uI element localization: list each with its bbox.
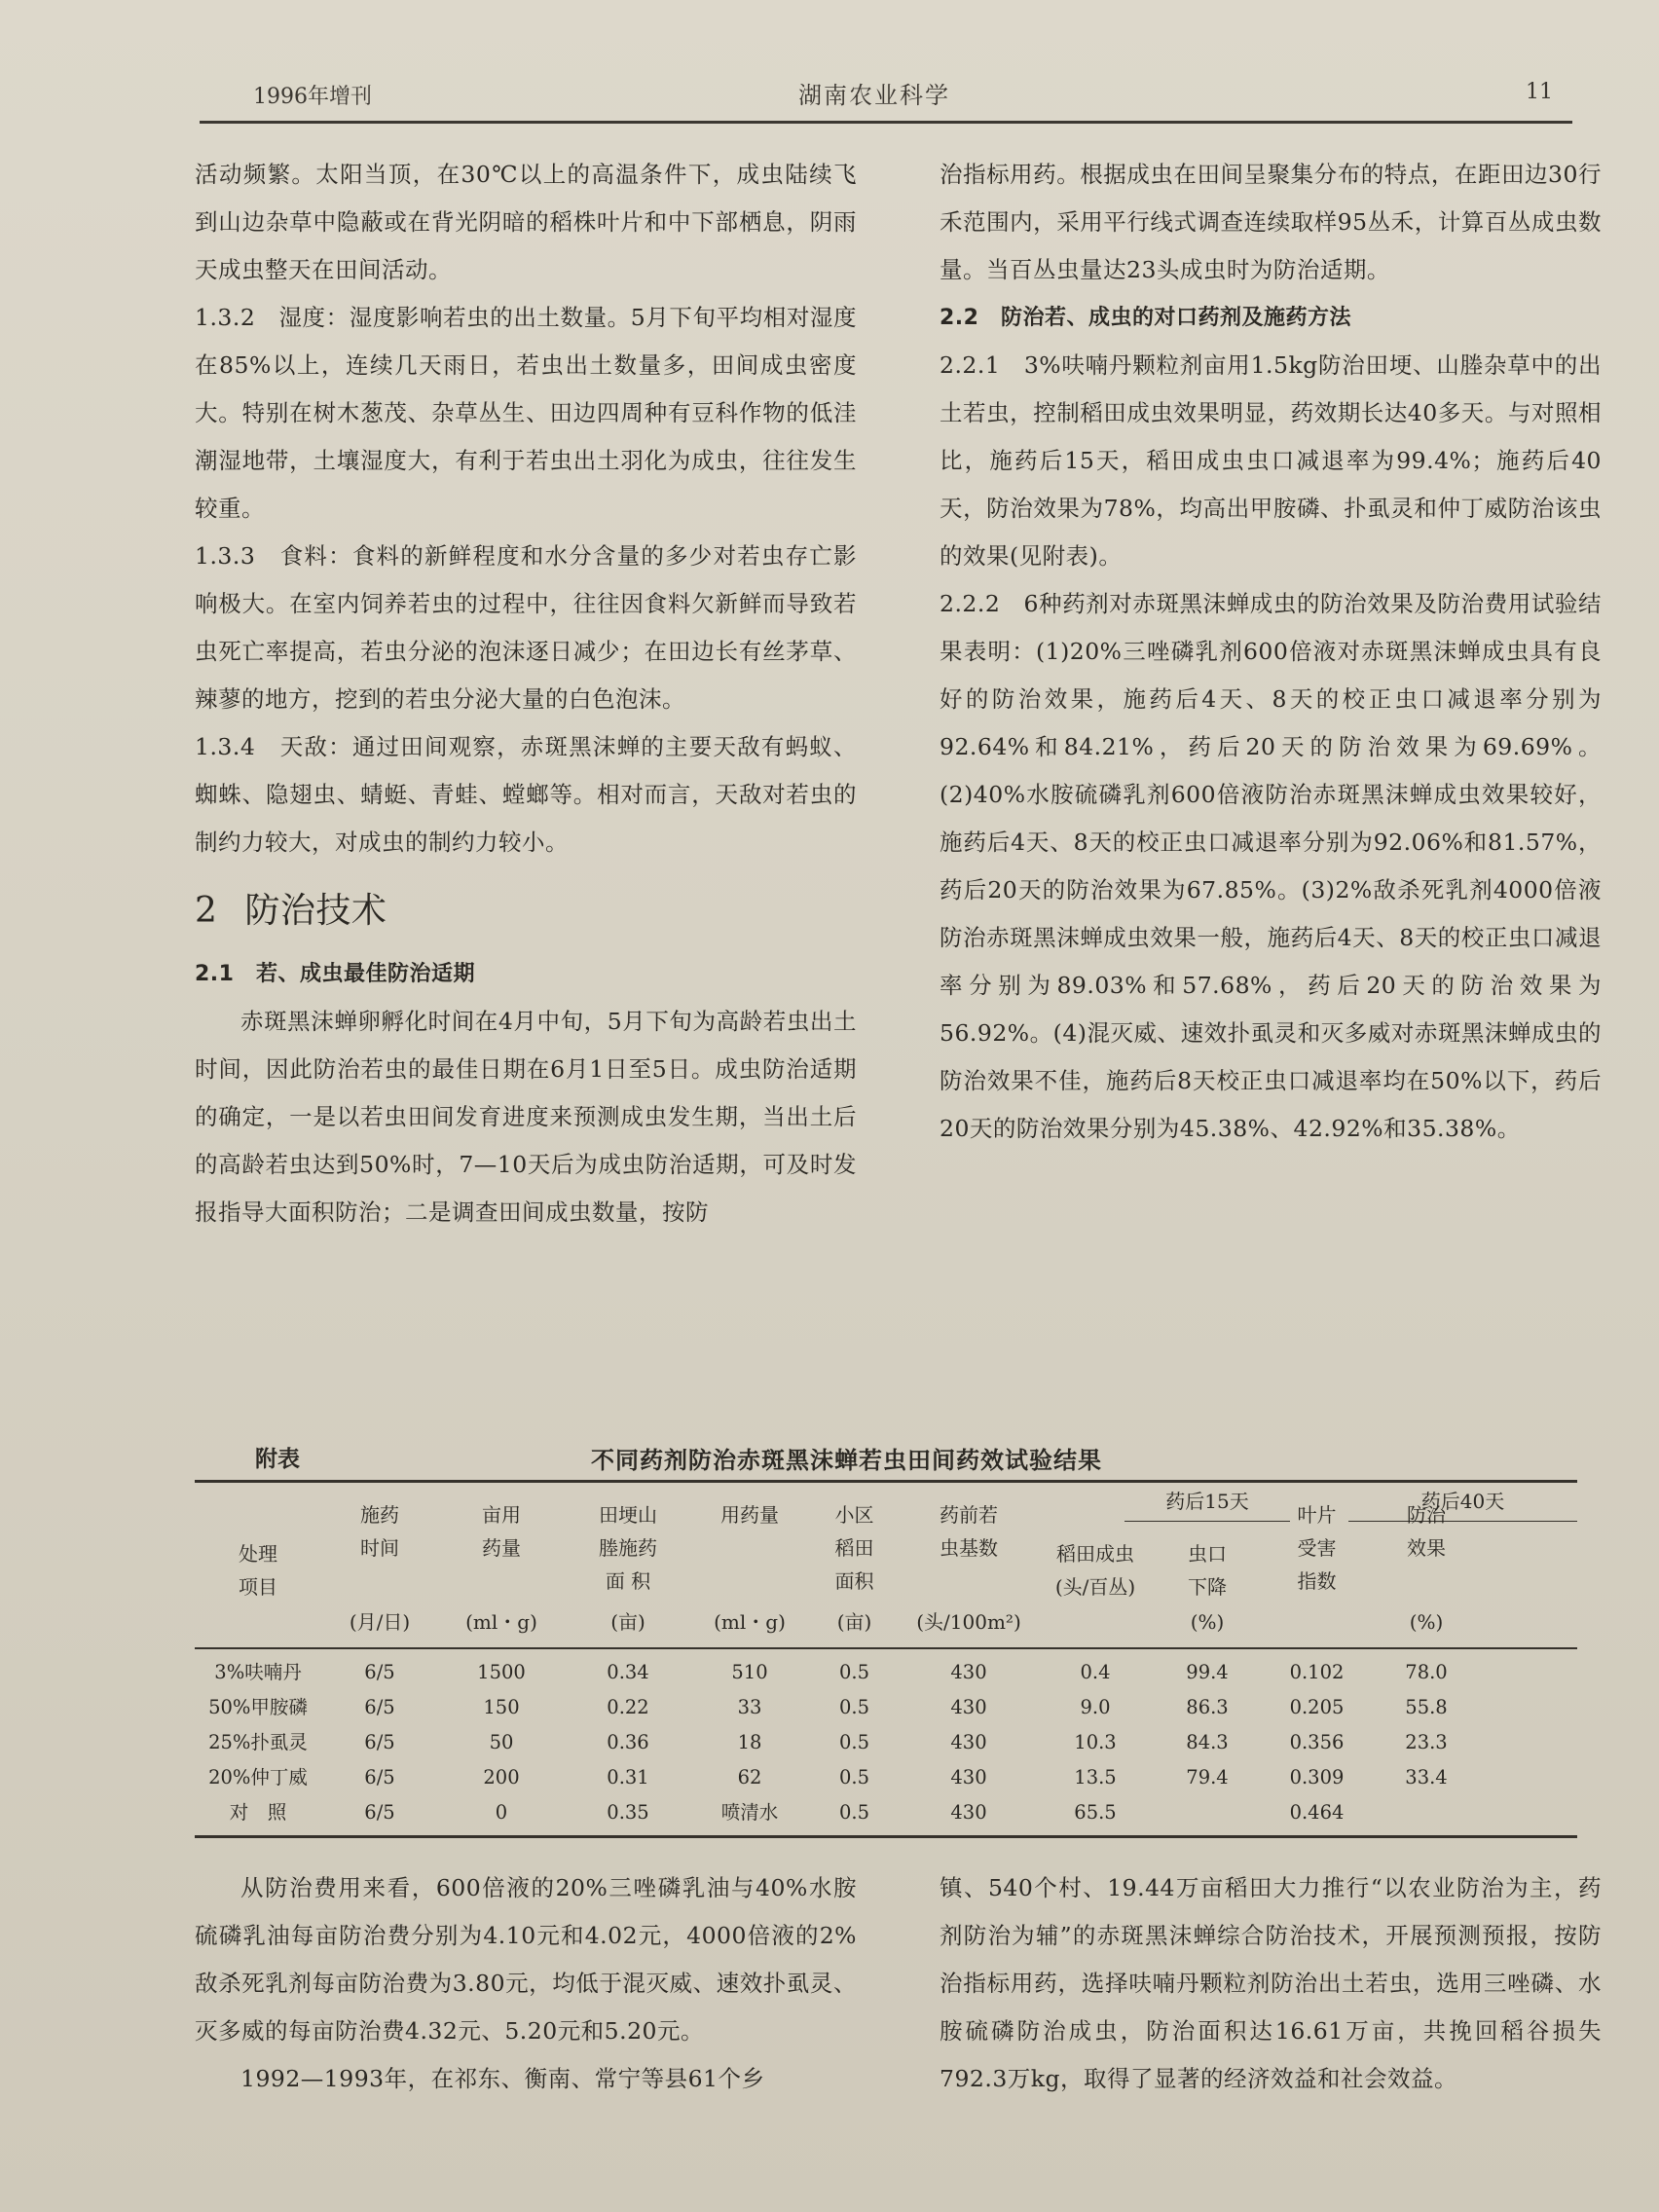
table-row-label: 3%呋喃丹: [214, 1661, 302, 1683]
table-header-cell: 下降: [1188, 1575, 1227, 1599]
table-cell: 65.5: [1074, 1801, 1117, 1824]
table-cell: 62: [737, 1766, 762, 1788]
table-cell: 78.0: [1405, 1661, 1448, 1683]
table-header-cell: (亩): [610, 1610, 645, 1634]
header-rule: [200, 121, 1572, 124]
table-cell: 0.5: [838, 1766, 869, 1788]
table-cell: 0.5: [838, 1731, 869, 1753]
table-header-cell: 效果: [1407, 1536, 1446, 1560]
table-header-cell: 药前若: [940, 1503, 998, 1527]
table-cell: 喷清水: [720, 1801, 779, 1824]
table-row-label: 25%扑虱灵: [208, 1731, 308, 1753]
table-header-cell: (月/日): [349, 1610, 411, 1634]
table-cell: 0.5: [838, 1801, 869, 1824]
table-cell: 0.309: [1289, 1766, 1345, 1788]
table-header-cell: 受害: [1297, 1536, 1337, 1560]
table-row-label: 20%仲丁威: [208, 1766, 308, 1788]
table-caption: [255, 1441, 1579, 1480]
table-cell: 200: [483, 1766, 520, 1788]
table-cell: 6/5: [364, 1766, 395, 1788]
table-cell: 0.102: [1289, 1661, 1345, 1683]
bottom-left-column: [195, 1864, 857, 2103]
paragraph: 治指标用药。根据成虫在田间呈聚集分布的特点，在距田边30行禾范围内，采用平行线式调查连续取样95丛禾，计算百丛成虫数量。当百丛虫量达23头成虫时为防治适期。: [940, 161, 1602, 283]
table-cell: 99.4: [1186, 1661, 1229, 1683]
subsection-heading: 2.2 防治若、成虫的对口药剂及施药方法: [940, 306, 1351, 330]
table-cell: 0.5: [838, 1696, 869, 1718]
table-header-cell: 施药: [360, 1503, 399, 1527]
table-cell: 18: [737, 1731, 762, 1753]
paragraph: 1.3.2 湿度：湿度影响若虫的出土数量。5月下旬平均相对湿度在85%以上，连续几天雨日，若虫出土数量多，田间成虫密度大。特别在树木葱茂、杂草丛生、田边四周种有豆科作物的低洼潮湿地带，土壤湿度大，有利于若虫出土羽化为成虫，往往发生较重。: [195, 304, 857, 522]
paragraph: 1.3.4 天敌：通过田间观察，赤斑黑沫蝉的主要天敌有蚂蚁、蜘蛛、隐翅虫、蜻蜓、青蛙、螳螂等。相对而言，天敌对若虫的制约力较大，对成虫的制约力较小。: [195, 733, 857, 856]
section-number: 2: [195, 891, 218, 931]
table-cell: 0.4: [1080, 1661, 1111, 1683]
table-header-cell: 项目: [239, 1575, 277, 1599]
table-header-cell: 药量: [482, 1536, 521, 1560]
table-header-cell: 虫口: [1188, 1542, 1227, 1566]
table-header-cell: 亩用: [482, 1503, 521, 1527]
paragraph: 2.2.1 3%呋喃丹颗粒剂亩用1.5kg防治田埂、山塍杂草中的出土若虫，控制稻田成虫效果明显，药效期长达40多天。与对照相比，施药后15天，稻田成虫虫口减退率为99.4%；施药后40天，防治效果为78%，均高出甲胺磷、扑虱灵和仲丁威防治该虫的效果(见附表)。: [940, 351, 1602, 570]
table-cell: 0.22: [607, 1696, 649, 1718]
table-header-cell: 虫基数: [940, 1536, 998, 1560]
table-header-cell: 面 积: [605, 1569, 651, 1593]
table-title: 不同药剂防治赤斑黑沫蝉若虫田间药效试验结果: [591, 1447, 1102, 1474]
right-column: [940, 151, 1602, 1153]
subsection-heading: 2.1 若、成虫最佳防治适期: [195, 962, 475, 986]
table-cell: 0.5: [838, 1661, 869, 1683]
table-cell: 430: [950, 1731, 987, 1753]
table-cell: 430: [950, 1696, 987, 1718]
table-header-cell: 指数: [1297, 1569, 1337, 1593]
table-cell: 6/5: [364, 1661, 395, 1683]
paragraph: 赤斑黑沫蝉卵孵化时间在4月中旬，5月下旬为高龄若虫出土时间，因此防治若虫的最佳日期在6月1日至5日。成虫防治适期的确定，一是以若虫田间发育进度来预测成虫发生期，当出土后的高龄若虫达到50%时，7—10天后为成虫防治适期，可及时发报指导大面积防治；二是调查田间成虫数量，按防: [195, 1008, 857, 1226]
table-cell: 0.205: [1289, 1696, 1345, 1718]
table-cell: 430: [950, 1766, 987, 1788]
left-column: [195, 151, 857, 1236]
table-row-label: 对 照: [229, 1801, 287, 1824]
table-header-cell: (%): [1409, 1610, 1444, 1634]
table-header-cell: 叶片: [1297, 1503, 1337, 1527]
table-cell: 79.4: [1186, 1766, 1229, 1788]
table-header-cell: (头/百丛): [1054, 1575, 1136, 1599]
table-header-cell: (亩): [836, 1610, 872, 1634]
table-bottom-rule: [195, 1835, 1577, 1838]
table-cell: 430: [950, 1661, 987, 1683]
table-header-cell: (头/100m²): [916, 1610, 1021, 1634]
running-header: [200, 76, 1572, 125]
table-header-cell: 稻田: [834, 1536, 874, 1560]
table-cell: 33: [737, 1696, 762, 1718]
table-header-cell: (%): [1190, 1610, 1225, 1634]
group-header-40: 药后40天: [1420, 1490, 1505, 1513]
table-label: 附表: [255, 1447, 300, 1472]
table-cell: 0.36: [607, 1731, 649, 1753]
table-cell: 6/5: [364, 1731, 395, 1753]
table-cell: 13.5: [1074, 1766, 1117, 1788]
table-cell: 0.464: [1289, 1801, 1345, 1824]
table-cell: 33.4: [1405, 1766, 1448, 1788]
table-cell: 0.35: [607, 1801, 649, 1824]
table-cell: 6/5: [364, 1801, 395, 1824]
header-page-number: 11: [1526, 80, 1553, 104]
table-cell: 0.356: [1289, 1731, 1345, 1753]
table-header-cell: (ml・g): [465, 1610, 537, 1634]
paragraph: 1.3.3 食料：食料的新鲜程度和水分含量的多少对若虫存亡影响极大。在室内饲养若虫的过程中，往往因食料欠新鲜而导致若虫死亡率提高，若虫分泌的泡沫逐日减少；在田边长有丝茅草、辣蓼的地方，挖到的若虫分泌大量的白色泡沫。: [195, 542, 857, 713]
table-header-cell: (ml・g): [714, 1610, 786, 1634]
section-title: 防治技术: [244, 891, 387, 931]
table-header-cell: 小区: [834, 1503, 874, 1527]
table-cell: 150: [483, 1696, 520, 1718]
table-cell: 50: [489, 1731, 514, 1753]
table-header-cell: 稻田成虫: [1056, 1542, 1134, 1566]
header-bottom-rule: [195, 1647, 1577, 1649]
section-heading: [195, 884, 857, 939]
table-row-label: 50%甲胺磷: [208, 1696, 308, 1718]
header-journal: 湖南农业科学: [798, 82, 950, 109]
table-header-cell: 塍施药: [599, 1536, 657, 1560]
table-header-cell: 防治: [1407, 1503, 1446, 1527]
table-header-cell: 用药量: [720, 1503, 779, 1527]
table-header-cell: 时间: [360, 1536, 399, 1560]
table-cell: 430: [950, 1801, 987, 1824]
table-cell: 510: [731, 1661, 768, 1683]
bottom-right-column: [940, 1864, 1602, 2103]
table-cell: 6/5: [364, 1696, 395, 1718]
table-cell: 0.34: [607, 1661, 649, 1683]
table-cell: 10.3: [1074, 1731, 1117, 1753]
paragraph: 1992—1993年，在祁东、衡南、常宁等县61个乡: [240, 2065, 765, 2092]
paragraph: 镇、540个村、19.44万亩稻田大力推行“以农业防治为主，药剂防治为辅”的赤斑黑沫蝉综合防治技术，开展预测预报，按防治指标用药，选择呋喃丹颗粒剂防治出土若虫，选用三唑磷、水胺硫磷防治成虫，防治面积达16.61万亩，共挽回稻谷损失792.3万kg，取得了显著的经济效益和社会效益。: [940, 1874, 1602, 2092]
table-cell: 1500: [477, 1661, 526, 1683]
table-cell: 55.8: [1405, 1696, 1448, 1718]
paragraph: 从防治费用来看，600倍液的20%三唑磷乳油与40%水胺硫磷乳油每亩防治费分别为4.10元和4.02元，4000倍液的2%敌杀死乳剂每亩防治费为3.80元，均低于混灭威、速效扑虱灵、灭多威的每亩防治费4.32元、5.20元和5.20元。: [195, 1874, 857, 2045]
table-header-cell: 面积: [834, 1569, 874, 1593]
table-header-cell: 田埂山: [599, 1503, 657, 1527]
paragraph: 2.2.2 6种药剂对赤斑黑沫蝉成虫的防治效果及防治费用试验结果表明：(1)20%三唑磷乳剂600倍液对赤斑黑沫蝉成虫具有良好的防治效果，施药后4天、8天的校正虫口减退率分别为92.64%和84.21%，药后20天的防治效果为69.69%。(2)40%水胺硫磷乳剂600倍液防治赤斑黑沫蝉成虫效果较好，施药后4天、8天的校正虫口减退率分别为92.06%和81.57%，药后20天的防治效果为67.85%。(3)2%敌杀死乳剂4000倍液防治赤斑黑沫蝉成虫效果一般，施药后4天、8天的校正虫口减退率分别为89.03%和57.68%，药后20天的防治效果为56.92%。(4)混灭威、速效扑虱灵和灭多威对赤斑黑沫蝉成虫的防治效果不佳，施药后8天校正虫口减退率均在50%以下，药后20天的防治效果分别为45.38%、42.92%和35.38%。: [940, 590, 1602, 1142]
paragraph: 活动频繁。太阳当顶，在30℃以上的高温条件下，成虫陆续飞到山边杂草中隐蔽或在背光阴暗的稻株叶片和中下部栖息，阴雨天成虫整天在田间活动。: [195, 161, 857, 283]
table-cell: 9.0: [1080, 1696, 1111, 1718]
table-cell: 0.31: [607, 1766, 649, 1788]
table-cell: 0: [495, 1801, 508, 1824]
header-issue: 1996年增刊: [253, 85, 372, 109]
table-top-rule: [195, 1480, 1577, 1483]
group-header-15: 药后15天: [1165, 1490, 1249, 1513]
table-header-cell: 处理: [239, 1542, 277, 1566]
table-cell: 84.3: [1186, 1731, 1229, 1753]
results-table: [195, 1480, 1577, 1840]
table-cell: 86.3: [1186, 1696, 1229, 1718]
table-cell: 23.3: [1405, 1731, 1448, 1753]
